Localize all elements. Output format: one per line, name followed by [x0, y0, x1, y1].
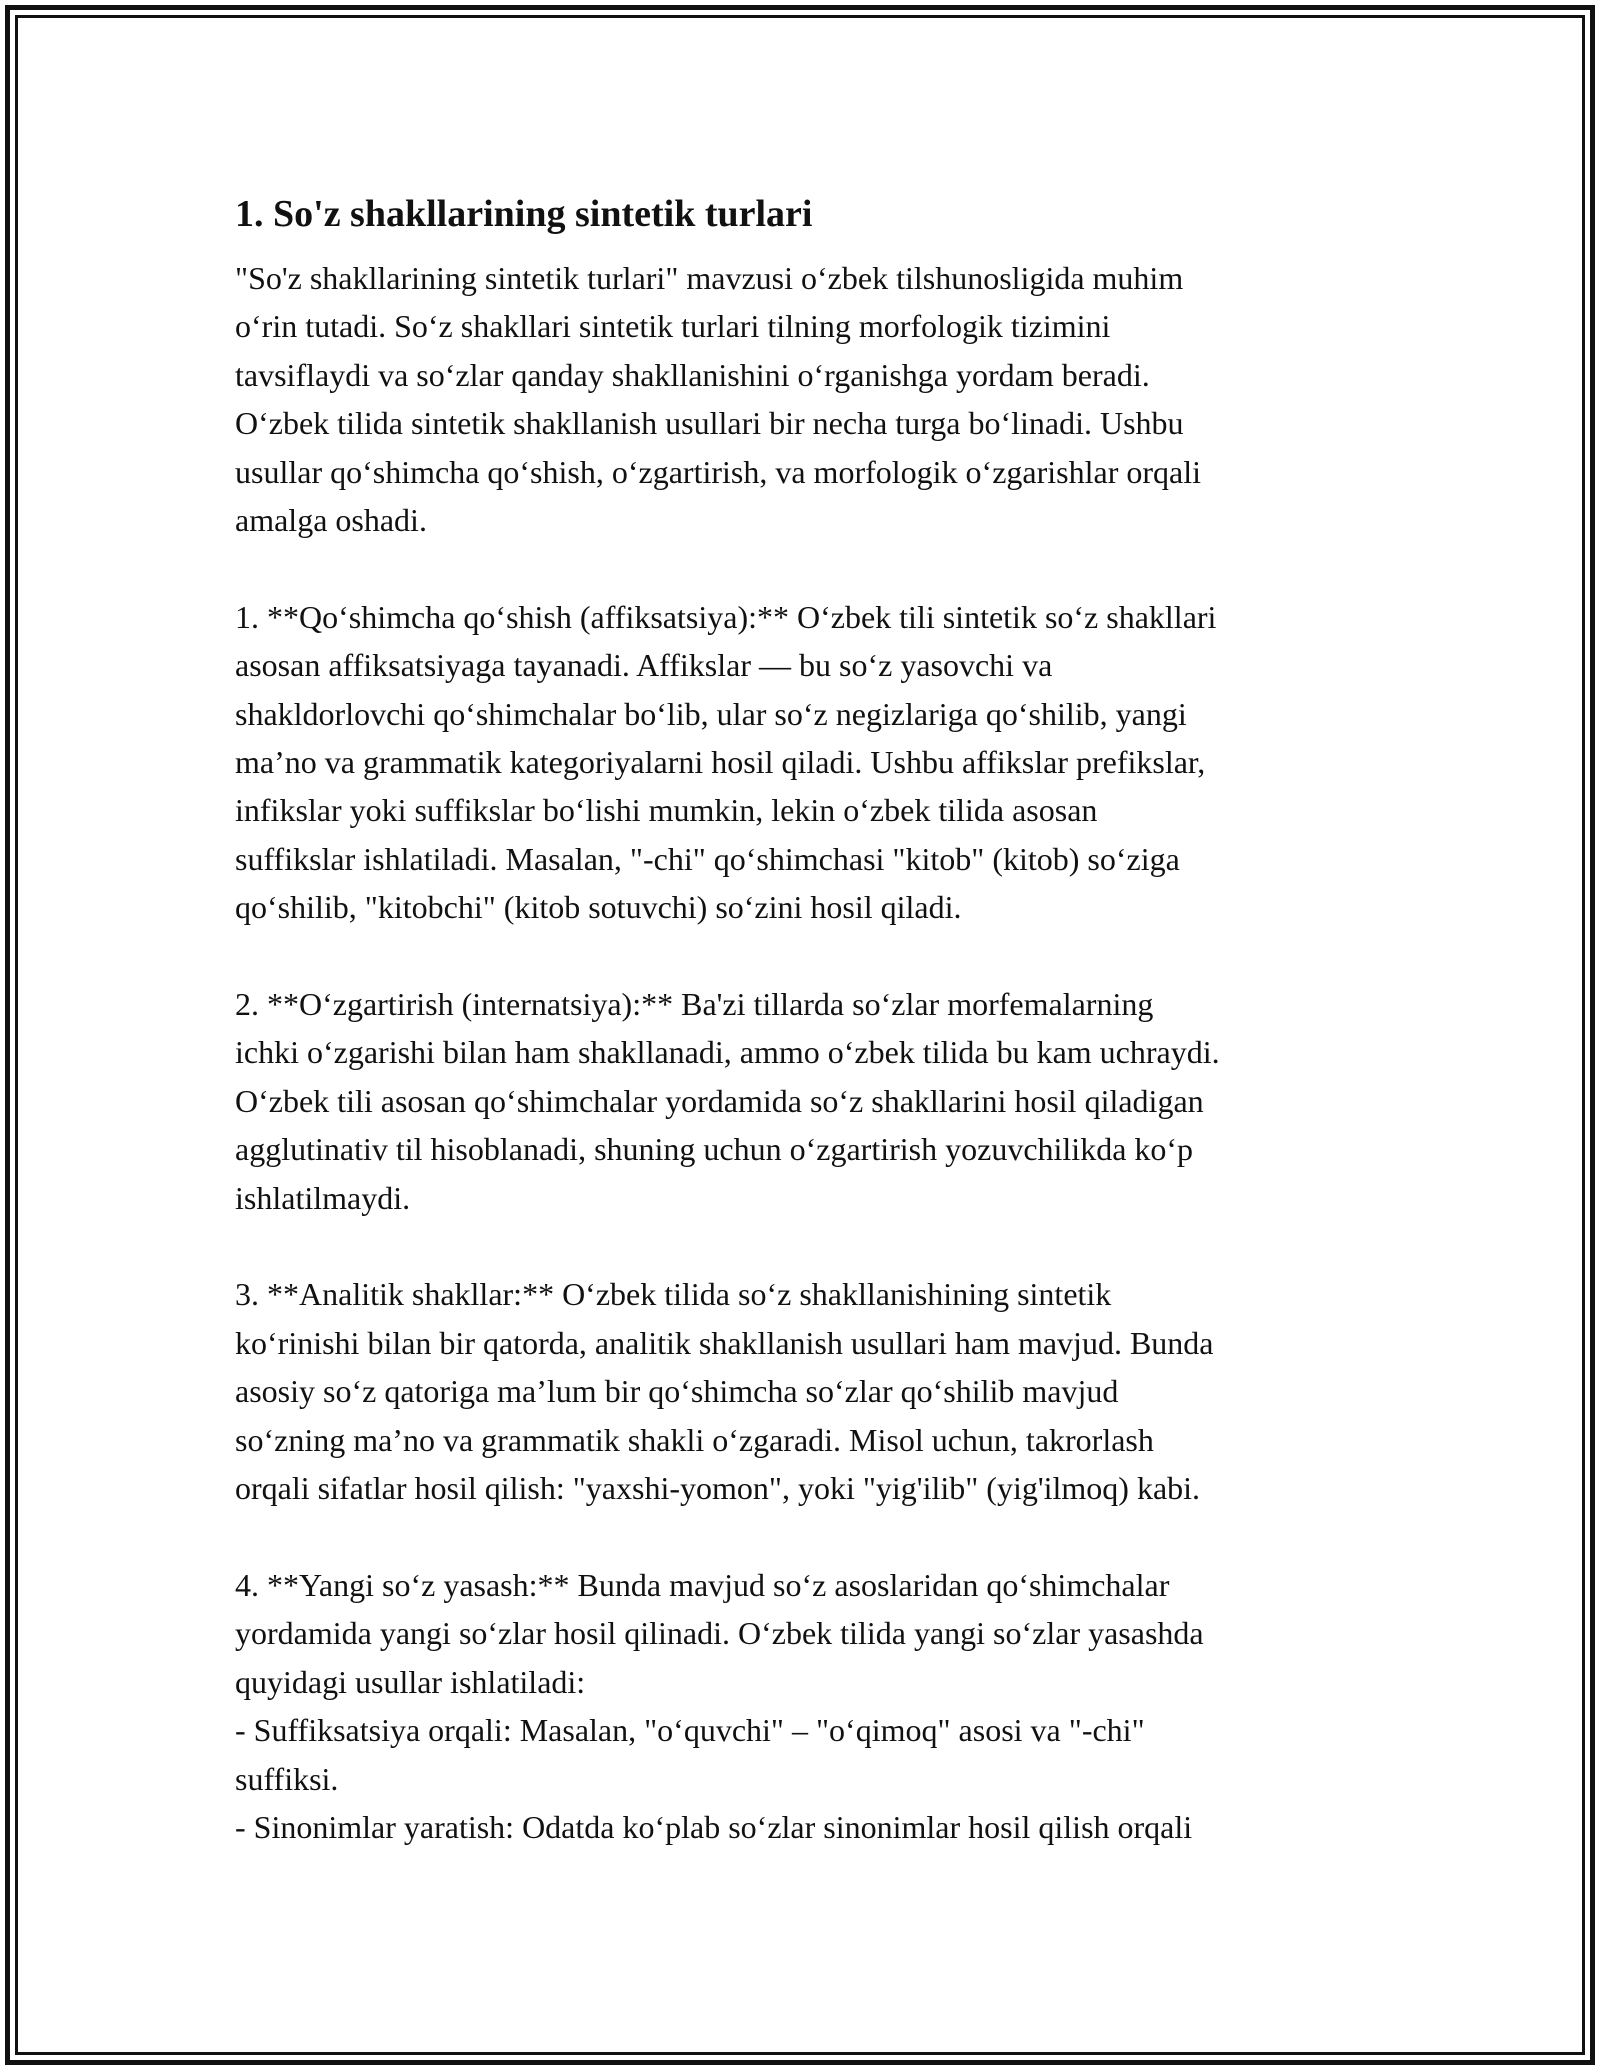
paragraph-yangi-soz-yasash: 4. **Yangi so‘z yasash:** Bunda mavjud so‘z asoslaridan qo‘shimchalar yordamida yangi so‘zlar hosil qilinadi. O‘zbek tilida yangi so‘zlar yasashda quyidagi usullar ishlatiladi: - Suffiksatsiya orqali: Masalan, "o‘quvchi" – "o‘qimoq" asosi va "-chi" suffiksi. - Sinonimlar yaratish: Odatda ko‘plab so‘zlar sinonimlar hosil qilish orqali — [235, 1566, 1204, 1845]
paragraph-affiksatsiya: 1. **Qo‘shimcha qo‘shish (affiksatsiya):** O‘zbek tili sintetik so‘z shakllari asosan affiksatsiyaga tayanadi. Affikslar — bu so‘z yasovchi va shakldorlovchi qo‘shimchalar bo‘lib, ular so‘z negizlariga qo‘shilib, yangi ma’no va grammatik kategoriyalarni hosil qiladi. Ushbu affikslar prefikslar, infikslar yoki suffikslar bo‘lishi mumkin, lekin o‘zbek tilida asosan suffikslar ishlatiladi. Masalan, "-chi" qo‘shimchasi "kitob" (kitob) so‘ziga qo‘shilib, "kitobchi" (kitob sotuvchi) so‘zini hosil qiladi. — [235, 598, 1217, 926]
section-heading: 1. So'z shakllarining sintetik turlari — [235, 193, 813, 235]
paragraph-analitik-shakllar: 3. **Analitik shakllar:** O‘zbek tilida so‘z shakllanishining sintetik ko‘rinishi bilan bir qatorda, analitik shakllanish usullari ham mavjud. Bunda asosiy so‘z qatoriga ma’lum bir qo‘shimcha so‘zlar qo‘shilib mavjud so‘zning ma’no va grammatik shakli o‘zgaradi. Misol uchun, takrorlash orqali sifatlar hosil qilish: "yaxshi-yomon", yoki "yig'ilib" (yig'ilmoq) kabi. — [235, 1276, 1214, 1507]
intro-paragraph: "So'z shakllarining sintetik turlari" mavzusi o‘zbek tilshunosligida muhim o‘rin tutadi. So‘z shakllari sintetik turlari tilning morfologik tizimini tavsiflaydi va so‘zlar qanday shakllanishini o‘rganishga yordam beradi. O‘zbek tilida sintetik shakllanish usullari bir necha turga bo‘linadi. Ushbu usullar qo‘shimcha qo‘shish, o‘zgartirish, va morfologik o‘zgarishlar orqali amalga oshadi. — [235, 260, 1201, 539]
document-body — [235, 186, 1365, 1851]
paragraph-ozgartirish: 2. **O‘zgartirish (internatsiya):** Ba'zi tillarda so‘zlar morfemalarning ichki o‘zgarishi bilan ham shakllanadi, ammo o‘zbek tilida bu kam uchraydi. O‘zbek tili asosan qo‘shimchalar yordamida so‘z shakllarini hosil qiladigan agglutinativ til hisoblanadi, shuning uchun o‘zgartirish yozuvchilikda ko‘p ishlatilmaydi. — [235, 986, 1220, 1216]
